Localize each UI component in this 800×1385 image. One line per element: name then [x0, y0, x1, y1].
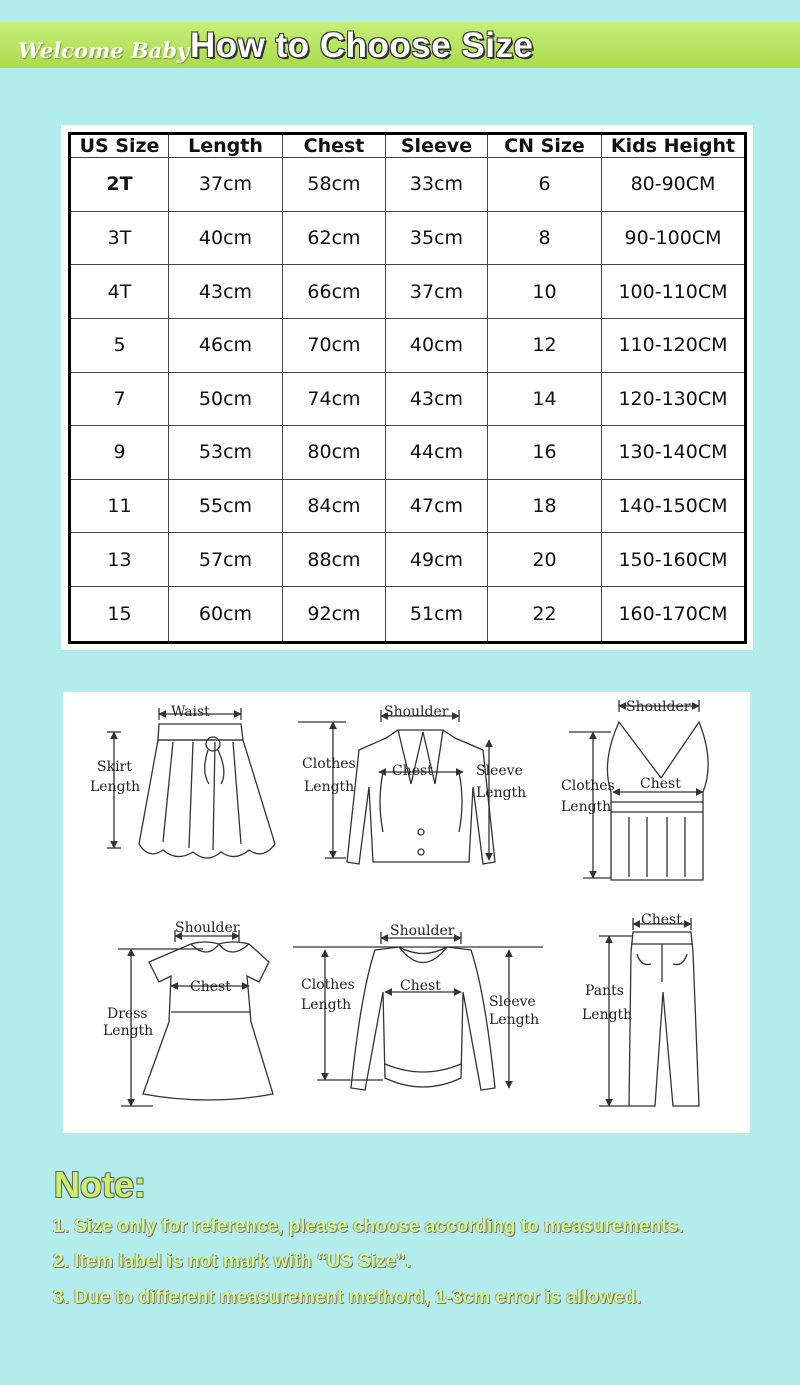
- table-row: [70, 426, 746, 480]
- skirt-diagram: [90, 704, 275, 858]
- cell-chest: 80cm: [283, 426, 386, 480]
- header-us-size: US Size: [70, 134, 169, 158]
- note-line-3: 3. Due to different measurement methord, 1-3cm error is allowed.: [53, 1287, 642, 1308]
- cell-chest: 88cm: [283, 533, 386, 587]
- label-dress-shoulder: Shoulder: [175, 920, 240, 936]
- cell-sleeve: 35cm: [386, 211, 488, 265]
- title-banner: [0, 22, 800, 68]
- table-row: [70, 372, 746, 426]
- cell-kids-height: 110-120CM: [602, 318, 746, 372]
- cell-sleeve: 43cm: [386, 372, 488, 426]
- cell-length: 37cm: [169, 158, 283, 212]
- label-blazer-shoulder: Shoulder: [384, 704, 449, 720]
- cell-us-size: 2T: [70, 158, 169, 212]
- note-line-2: 2. Item label is not mark with “US Size”.: [53, 1251, 411, 1272]
- table-header-row: [70, 134, 746, 158]
- header-kids-height: Kids Height: [602, 134, 746, 158]
- vest-diagram: [561, 699, 708, 880]
- cell-sleeve: 49cm: [386, 533, 488, 587]
- measurement-diagrams: [63, 692, 750, 1133]
- label-longsleeve-chest: Chest: [400, 978, 441, 994]
- label-dress-chest: Chest: [190, 979, 231, 995]
- cell-cn-size: 18: [488, 479, 602, 533]
- label-longsleeve-length: Length: [301, 997, 352, 1013]
- cell-cn-size: 14: [488, 372, 602, 426]
- cell-us-size: 4T: [70, 265, 169, 319]
- cell-chest: 92cm: [283, 587, 386, 643]
- cell-sleeve: 40cm: [386, 318, 488, 372]
- cell-kids-height: 120-130CM: [602, 372, 746, 426]
- cell-length: 46cm: [169, 318, 283, 372]
- cell-kids-height: 140-150CM: [602, 479, 746, 533]
- cell-chest: 62cm: [283, 211, 386, 265]
- label-pants-chest: Chest: [641, 912, 682, 928]
- label-blazer-length: Length: [304, 779, 355, 795]
- label-pants-2: Length: [582, 1007, 633, 1023]
- cell-sleeve: 33cm: [386, 158, 488, 212]
- cell-us-size: 13: [70, 533, 169, 587]
- header-length: Length: [169, 134, 283, 158]
- cell-cn-size: 16: [488, 426, 602, 480]
- header-chest: Chest: [283, 134, 386, 158]
- label-vest-chest: Chest: [640, 776, 681, 792]
- cell-length: 57cm: [169, 533, 283, 587]
- cell-chest: 66cm: [283, 265, 386, 319]
- cell-us-size: 11: [70, 479, 169, 533]
- label-longsleeve-shoulder: Shoulder: [390, 923, 455, 939]
- cell-length: 55cm: [169, 479, 283, 533]
- cell-chest: 84cm: [283, 479, 386, 533]
- label-blazer-sleeve-length: Length: [476, 785, 527, 801]
- table-row: [70, 318, 746, 372]
- cell-kids-height: 150-160CM: [602, 533, 746, 587]
- cell-length: 43cm: [169, 265, 283, 319]
- cell-kids-height: 80-90CM: [602, 158, 746, 212]
- cell-chest: 58cm: [283, 158, 386, 212]
- label-blazer-sleeve: Sleeve: [476, 763, 523, 779]
- cell-cn-size: 8: [488, 211, 602, 265]
- label-blazer-chest: Chest: [392, 763, 433, 779]
- brand-name: Welcome Baby: [18, 38, 190, 63]
- cell-cn-size: 22: [488, 587, 602, 643]
- blazer-diagram: [298, 704, 526, 864]
- table-row: [70, 265, 746, 319]
- cell-sleeve: 47cm: [386, 479, 488, 533]
- table-row: [70, 587, 746, 643]
- label-skirt-length-1: Skirt: [97, 759, 132, 775]
- cell-chest: 70cm: [283, 318, 386, 372]
- label-blazer-clothes: Clothes: [302, 756, 356, 772]
- label-dress-1: Dress: [107, 1006, 148, 1022]
- longsleeve-diagram: [293, 923, 543, 1090]
- size-table-card: [61, 125, 753, 650]
- label-longsleeve-clothes: Clothes: [301, 977, 355, 993]
- label-skirt-length-2: Length: [90, 779, 141, 795]
- table-row: [70, 533, 746, 587]
- cell-cn-size: 12: [488, 318, 602, 372]
- cell-length: 60cm: [169, 587, 283, 643]
- cell-us-size: 9: [70, 426, 169, 480]
- cell-us-size: 7: [70, 372, 169, 426]
- label-waist: Waist: [171, 704, 210, 720]
- note-title: Note:: [54, 1164, 146, 1205]
- cell-chest: 74cm: [283, 372, 386, 426]
- page-title: How to Choose Size: [190, 26, 534, 65]
- cell-us-size: 15: [70, 587, 169, 643]
- cell-kids-height: 160-170CM: [602, 587, 746, 643]
- note-line-1: 1. Size only for reference, please choose according to measurements.: [53, 1216, 684, 1237]
- label-longsleeve-sleeve: Sleeve: [489, 994, 536, 1010]
- table-row: [70, 479, 746, 533]
- dress-diagram: [103, 920, 273, 1106]
- pants-diagram: [582, 912, 699, 1106]
- label-vest-shoulder: Shoulder: [626, 699, 691, 715]
- header-cn-size: CN Size: [488, 134, 602, 158]
- cell-sleeve: 37cm: [386, 265, 488, 319]
- label-vest-length: Length: [561, 799, 612, 815]
- cell-us-size: 5: [70, 318, 169, 372]
- size-table: [68, 132, 747, 644]
- cell-kids-height: 130-140CM: [602, 426, 746, 480]
- cell-sleeve: 51cm: [386, 587, 488, 643]
- cell-cn-size: 6: [488, 158, 602, 212]
- cell-kids-height: 90-100CM: [602, 211, 746, 265]
- cell-cn-size: 20: [488, 533, 602, 587]
- table-row: [70, 158, 746, 212]
- cell-us-size: 3T: [70, 211, 169, 265]
- table-row: [70, 211, 746, 265]
- header-sleeve: Sleeve: [386, 134, 488, 158]
- label-vest-clothes: Clothes: [561, 778, 615, 794]
- label-longsleeve-sleeve-length: Length: [489, 1012, 540, 1028]
- cell-kids-height: 100-110CM: [602, 265, 746, 319]
- cell-cn-size: 10: [488, 265, 602, 319]
- cell-sleeve: 44cm: [386, 426, 488, 480]
- cell-length: 40cm: [169, 211, 283, 265]
- label-dress-2: Length: [103, 1023, 154, 1039]
- label-pants-1: Pants: [585, 983, 624, 999]
- cell-length: 50cm: [169, 372, 283, 426]
- cell-length: 53cm: [169, 426, 283, 480]
